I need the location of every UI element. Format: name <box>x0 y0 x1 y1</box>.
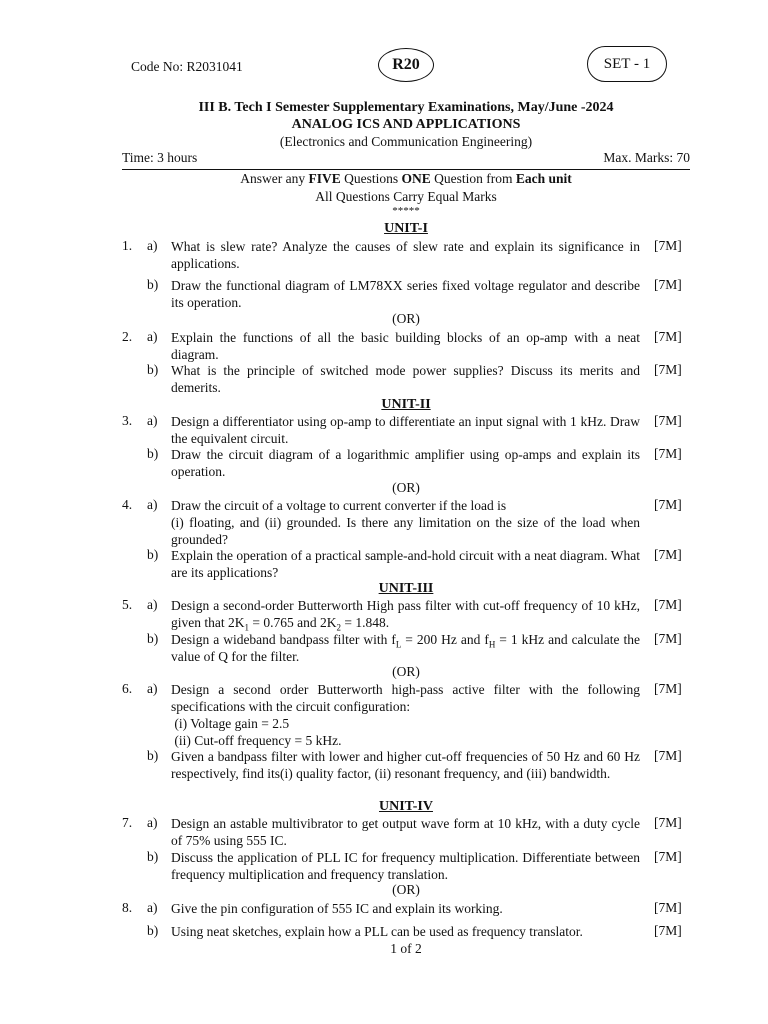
header-divider <box>122 169 690 170</box>
exam-title: III B. Tech I Semester Supplementary Examinations, May/June -2024 <box>198 100 614 115</box>
question-text: Using neat sketches, explain how a PLL can be used as frequency translator. <box>171 924 583 939</box>
or-separator: (OR) <box>392 480 420 495</box>
question-part: a) <box>147 413 158 428</box>
question-text: Explain the operation of a practical sample-and-hold circuit with a neat diagram. What are its applications? <box>171 548 640 580</box>
question-part: a) <box>147 681 158 696</box>
question-text: Design an astable multivibrator to get output wave form at 10 kHz, with a duty cycle of 75% using 555 IC. <box>171 816 640 848</box>
question-text: Design a differentiator using op-amp to differentiate an input signal with 1 kHz. Draw the equivalent circuit. <box>171 414 640 446</box>
time-duration: Time: 3 hours <box>122 150 198 165</box>
question-number: 6. <box>122 681 133 696</box>
question-text: Draw the functional diagram of LM78XX series fixed voltage regulator and describe its operation. <box>171 278 640 310</box>
question-marks: [7M] <box>654 681 682 696</box>
or-separator: (OR) <box>392 311 420 326</box>
subject-title: ANALOG ICS AND APPLICATIONS <box>291 117 521 132</box>
question-marks: [7M] <box>654 849 682 864</box>
question-number: 5. <box>122 597 133 612</box>
unit-heading: UNIT-IV <box>379 799 433 814</box>
question-part: b) <box>147 923 159 938</box>
question-number: 3. <box>122 413 133 428</box>
instruction-line-2: All Questions Carry Equal Marks <box>315 189 497 204</box>
question-number: 2. <box>122 329 133 344</box>
or-separator: (OR) <box>392 664 420 679</box>
question-marks: [7M] <box>654 631 682 646</box>
question-marks: [7M] <box>654 413 682 428</box>
question-number: 7. <box>122 815 133 830</box>
question-part: a) <box>147 597 158 612</box>
instruction-line-1: Answer any FIVE Questions ONE Question from Each unit <box>240 171 572 186</box>
question-part: b) <box>147 547 159 562</box>
question-part: b) <box>147 631 159 646</box>
question-text: Explain the functions of all the basic building blocks of an op-amp with a neat diagram. <box>171 330 640 362</box>
question-marks: [7M] <box>654 446 682 461</box>
question-text: What is the principle of switched mode power supplies? Discuss its merits and demerits. <box>171 363 640 395</box>
question-marks: [7M] <box>654 547 682 562</box>
question-part: a) <box>147 900 158 915</box>
question-marks: [7M] <box>654 923 682 938</box>
question-marks: [7M] <box>654 748 682 763</box>
question-text: Given a bandpass filter with lower and higher cut-off frequencies of 50 Hz and 60 Hz respectively, find its(i) quality factor, (ii) resonant frequency, and (iii) bandwidth. <box>171 749 640 781</box>
question-number: 8. <box>122 900 133 915</box>
question-part: a) <box>147 238 158 253</box>
question-marks: [7M] <box>654 597 682 612</box>
question-marks: [7M] <box>654 277 682 292</box>
question-part: b) <box>147 849 159 864</box>
unit-heading: UNIT-III <box>378 581 434 596</box>
question-part: b) <box>147 277 159 292</box>
page-number: 1 of 2 <box>390 941 422 956</box>
question-marks: [7M] <box>654 497 682 512</box>
question-part: b) <box>147 748 159 763</box>
unit-heading: UNIT-I <box>384 221 428 236</box>
question-text: Design a second order Butterworth high-pass active filter with the following specifications with the circuit configuration: (i) Voltage gain = 2.5 (ii) Cut-off frequency = 5 kHz. <box>171 682 640 748</box>
code-number: Code No: R2031041 <box>131 59 243 74</box>
question-part: b) <box>147 362 159 377</box>
regulation-badge: R20 <box>378 48 434 82</box>
separator-stars: ***** <box>392 205 420 217</box>
question-marks: [7M] <box>654 329 682 344</box>
question-part: b) <box>147 446 159 461</box>
question-text: Draw the circuit of a voltage to current converter if the load is (i) floating, and (ii) grounded. Is there any limitation on the size of the load when grounded? <box>171 498 640 547</box>
question-text: Draw the circuit diagram of a logarithmic amplifier using op-amps and explain its operation. <box>171 447 640 479</box>
question-text: Design a wideband bandpass filter with $f_L = 200$ Hz and $f_H = 1$ kHz and calculate the value of Q for the filter. <box>171 632 641 664</box>
question-marks: [7M] <box>654 238 682 253</box>
question-text: Discuss the application of PLL IC for frequency multiplication. Differentiate between frequency multiplication and frequency translation. <box>171 850 640 882</box>
question-text: Design a second-order Butterworth High pass filter with cut-off frequency of 10 kHz, given that $2K_1 = 0.765$ and $2K_2 = 1.848$. <box>171 598 640 633</box>
or-separator: (OR) <box>392 882 420 897</box>
question-text: Give the pin configuration of 555 IC and explain its working. <box>171 901 503 916</box>
question-marks: [7M] <box>654 362 682 377</box>
set-badge: SET - 1 <box>587 46 667 82</box>
question-marks: [7M] <box>654 900 682 915</box>
question-marks: [7M] <box>654 815 682 830</box>
max-marks: Max. Marks: 70 <box>603 150 690 165</box>
question-number: 4. <box>122 497 133 512</box>
branch-name: (Electronics and Communication Engineering) <box>279 134 533 149</box>
question-part: a) <box>147 329 158 344</box>
question-part: a) <box>147 497 158 512</box>
question-number: 1. <box>122 238 133 253</box>
unit-heading: UNIT-II <box>381 397 431 412</box>
question-part: a) <box>147 815 158 830</box>
question-text: What is slew rate? Analyze the causes of slew rate and explain its significance in applications. <box>171 239 640 271</box>
